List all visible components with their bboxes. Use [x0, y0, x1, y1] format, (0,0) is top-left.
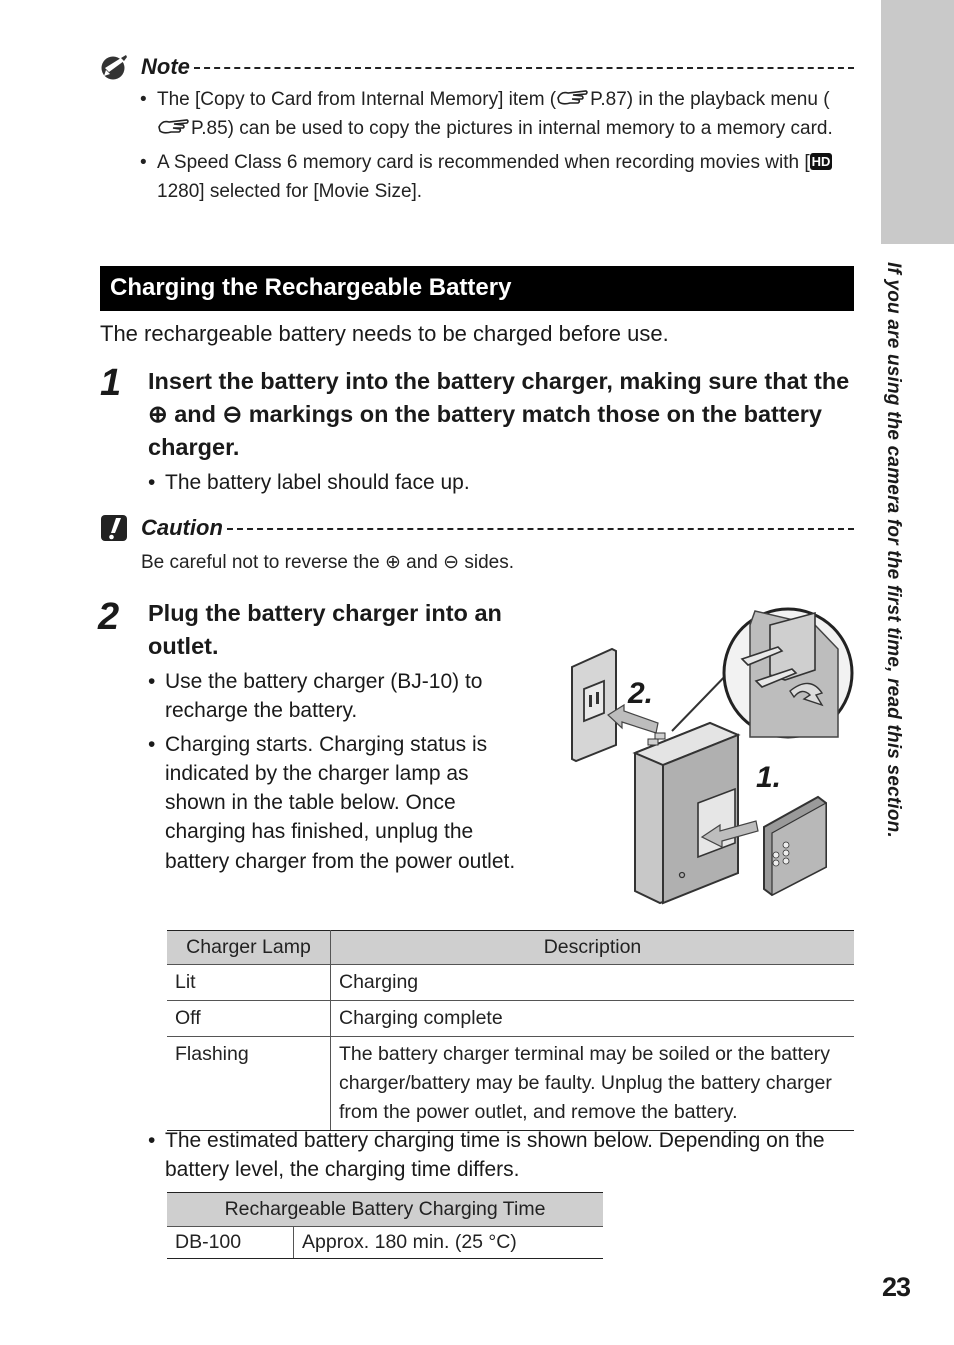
battery: [764, 797, 826, 895]
charger-illustration: [560, 605, 856, 910]
column-header: Description: [331, 931, 855, 965]
section-heading-bar: [100, 266, 854, 311]
table-header-row: [167, 931, 854, 965]
note-heading: [100, 52, 854, 82]
table-header-row: [167, 1193, 603, 1227]
table-cell: The battery charger terminal may be soiled or the battery charger/battery may be faulty. Unplug the battery charger from the power outlet, and remove the battery.: [331, 1037, 855, 1131]
caution-label: Caution: [141, 515, 223, 540]
table-cell: Off: [167, 1001, 331, 1037]
step-number: 2: [98, 596, 120, 638]
column-header: Rechargeable Battery Charging Time: [167, 1193, 603, 1227]
list-item: • The estimated battery charging time is shown below. Depending on the battery level, the charging time differs.: [148, 1126, 858, 1184]
table-row: [167, 965, 854, 1001]
caution-heading: [100, 513, 854, 543]
section-intro: The rechargeable battery needs to be charged before use.: [100, 321, 669, 346]
step-title: Plug the battery charger into an outlet.: [148, 600, 502, 659]
table-row: [167, 1037, 854, 1131]
table-cell: Charging complete: [331, 1001, 855, 1037]
pen-note-icon: [100, 53, 128, 81]
table-cell: Flashing: [167, 1037, 331, 1131]
list-item: • Charging starts. Charging status is indicated by the charger lamp as shown in the table below. Once charging has finished, unplug the battery charger from the power outlet.: [148, 730, 528, 876]
battery-charger: [635, 723, 738, 903]
column-header: Charger Lamp: [167, 931, 331, 965]
page-number: 23: [881, 1272, 910, 1302]
caution-text: Be careful not to reverse the ⊕ and ⊖ sides.: [141, 552, 514, 573]
table-row: [167, 1227, 603, 1259]
note-label: Note: [141, 54, 190, 79]
list-item: • Use the battery charger (BJ-10) to recharge the battery.: [148, 667, 528, 726]
caution-icon: [100, 514, 128, 542]
step-bullets: [148, 468, 848, 497]
section-title: Charging the Rechargeable Battery: [110, 274, 512, 301]
table-cell: Charging: [331, 965, 855, 1001]
side-tab-text: If you are using the camera for the first time, read this section.: [883, 262, 904, 838]
step-title: Insert the battery into the battery charger, making sure that the ⊕ and ⊖ markings on the battery match those on the battery charger.: [148, 368, 850, 460]
charging-time-note: [148, 1126, 858, 1184]
step-number: 1: [100, 362, 122, 404]
note-item: • The [Copy to Card from Internal Memory] item ( P.87) in the playback menu (P.85) can be used to copy the pictures in internal memory to a memory card.: [140, 86, 854, 143]
hd-movie-icon: HD: [811, 154, 831, 169]
note-divider: [194, 67, 854, 69]
caution-divider: [227, 528, 854, 530]
table-cell: Approx. 180 min. (25 °C): [294, 1227, 604, 1259]
table-row: [167, 1001, 854, 1037]
illustration-label: 1.: [756, 761, 782, 794]
charger-lamp-table: [167, 930, 854, 1131]
note-list: [140, 86, 854, 212]
page-reference-icon: [556, 88, 590, 108]
note-item: • A Speed Class 6 memory card is recommended when recording movies with [ HD1280] selected for [Movie Size].: [140, 149, 854, 206]
plug-detail-callout: [672, 609, 852, 737]
step-bullets: [148, 667, 528, 880]
table-cell: Lit: [167, 965, 331, 1001]
wall-outlet: [572, 649, 616, 761]
list-item: • The battery label should face up.: [148, 468, 848, 497]
illustration-label: 2.: [628, 677, 654, 710]
charging-time-table: [167, 1192, 603, 1259]
table-cell: DB-100: [167, 1227, 294, 1259]
page-reference-icon: [157, 117, 191, 137]
side-tab-marker: [881, 0, 954, 244]
